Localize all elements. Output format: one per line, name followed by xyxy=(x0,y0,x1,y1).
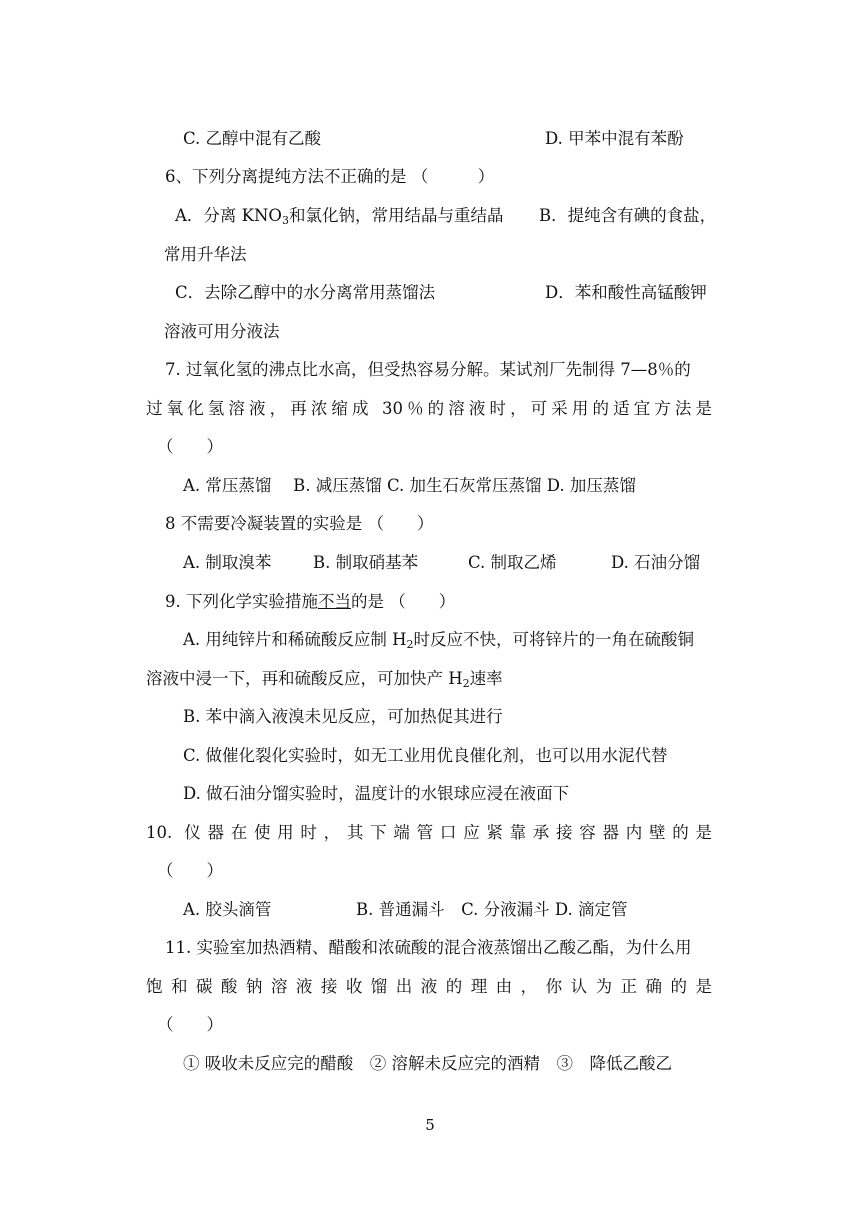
q9-option-d: D. 做石油分馏实验时，温度计的水银球应浸在液面下 xyxy=(183,784,570,803)
q9-emphasis: 不当 xyxy=(318,592,351,611)
q6-option-b-cont: 常用升华法 xyxy=(164,245,247,264)
q7-stem-line1: 7. 过氧化氢的沸点比水高，但受热容易分解。某试剂厂先制得 7—8％的 xyxy=(165,360,691,379)
q11-options: ① 吸收未反应完的醋酸 ② 溶解未反应完的酒精 ③ 降低乙酸乙 xyxy=(183,1054,672,1073)
q9-option-b: B. 苯中滴入液溴未见反应，可加热促其进行 xyxy=(183,707,503,726)
q10-stem-line2: （ ） xyxy=(157,861,223,880)
q8-option-b: B. 制取硝基苯 xyxy=(313,553,419,572)
q5-option-c: C. 乙醇中混有乙酸 xyxy=(183,129,322,148)
q9-stem: 9. 下列化学实验措施不当的是 （ ） xyxy=(165,592,456,611)
q7-stem-line3: （ ） xyxy=(157,437,223,456)
q11-stem-line3: （ ） xyxy=(157,1015,223,1034)
q10-options-bcd: B. 普通漏斗 C. 分液漏斗 D. 滴定管 xyxy=(356,900,628,919)
q10-option-a: A. 胶头滴管 xyxy=(183,900,272,919)
page-number: 5 xyxy=(425,1116,435,1134)
q9-option-a-line1: A. 用纯锌片和稀硫酸反应制 $H_2$时反应不快，可将锌片的一角在硫酸铜 xyxy=(183,630,695,651)
q5-option-d: D. 甲苯中混有苯酚 xyxy=(545,129,684,148)
q6-option-b: B．提纯含有碘的食盐， xyxy=(539,206,717,225)
q6-option-a: A．分离 $KNO_3$和氯化钠，常用结晶与重结晶 xyxy=(175,206,504,227)
q10-stem-line1: 10. 仪器在使用时，其下端管口应紧靠承接容器内壁的是 xyxy=(146,823,712,842)
q6-option-d-cont: 溶液可用分液法 xyxy=(164,322,280,341)
q8-option-a: A. 制取溴苯 xyxy=(183,553,272,572)
q9-option-a-line2: 溶液中浸一下，再和硫酸反应，可加快产 $H_2$速率 xyxy=(146,669,503,690)
q7-options: A. 常压蒸馏 B. 减压蒸馏 C. 加生石灰常压蒸馏 D. 加压蒸馏 xyxy=(183,476,636,495)
q9-option-c: C. 做催化裂化实验时，如无工业用优良催化剂，也可以用水泥代替 xyxy=(183,746,668,765)
q6-option-d: D．苯和酸性高锰酸钾 xyxy=(545,283,707,302)
q8-stem: 8 不需要冷凝装置的实验是 （ ） xyxy=(165,514,434,533)
q8-option-d: D. 石油分馏 xyxy=(611,553,701,572)
q6-option-c: C．去除乙醇中的水分离常用蒸馏法 xyxy=(175,283,436,302)
q6-stem: 6、下列分离提纯方法不正确的是 （ ） xyxy=(165,167,495,186)
q11-stem-line2: 饱和碳酸钠溶液接收馏出液的理由，你认为正确的是 xyxy=(146,977,712,996)
q8-option-c: C. 制取乙烯 xyxy=(468,553,557,572)
q11-stem-line1: 11. 实验室加热酒精、醋酸和浓硫酸的混合液蒸馏出乙酸乙酯，为什么用 xyxy=(165,938,692,957)
q7-stem-line2: 过氧化氢溶液，再浓缩成 30％的溶液时，可采用的适宜方法是 xyxy=(146,399,712,418)
